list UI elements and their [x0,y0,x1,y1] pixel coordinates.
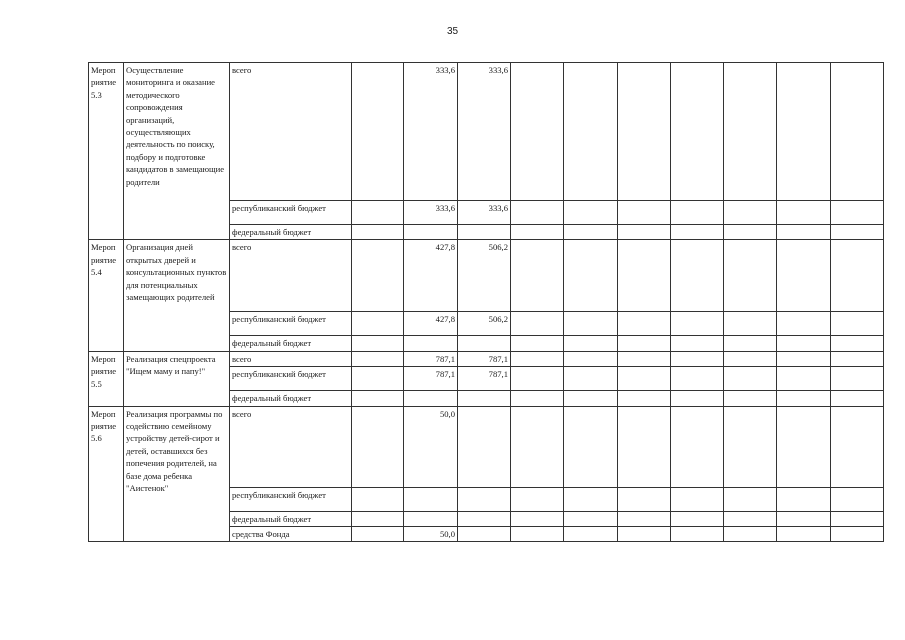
value-cell-v1 [352,406,404,487]
empty-cell [511,391,564,406]
empty-cell [777,527,831,542]
value-cell-v2: 427,8 [404,240,458,312]
empty-cell [564,527,618,542]
value-cell-v2 [404,487,458,511]
page-number: 35 [446,26,459,37]
empty-cell [671,391,724,406]
empty-cell [618,511,671,526]
empty-cell [724,336,777,351]
empty-cell [671,312,724,336]
empty-cell [831,63,884,201]
empty-cell [671,225,724,240]
empty-cell [511,240,564,312]
empty-cell [831,406,884,487]
empty-cell [671,527,724,542]
value-cell-v1 [352,527,404,542]
value-cell-v1 [352,240,404,312]
empty-cell [671,336,724,351]
empty-cell [671,240,724,312]
funding-source: федеральный бюджет [230,336,352,351]
empty-cell [724,240,777,312]
value-cell-v2 [404,511,458,526]
empty-cell [831,391,884,406]
measure-name: Организация дней открытых дверей и консультационных пунктов для потенциальных замещающих родителей [124,240,230,351]
empty-cell [777,240,831,312]
empty-cell [831,240,884,312]
value-cell-v2: 50,0 [404,406,458,487]
empty-cell [831,487,884,511]
empty-cell [671,406,724,487]
funding-source: федеральный бюджет [230,225,352,240]
value-cell-v1 [352,336,404,351]
empty-cell [724,527,777,542]
value-cell-v3: 506,2 [458,312,511,336]
measure-label: Мероп риятие 5.6 [89,406,124,542]
measure-name: Реализация программы по содействию семейному устройству детей-сирот и детей, оставшихся без попечения родителей, на базе дома ребенка "Аистенок" [124,406,230,542]
empty-cell [777,487,831,511]
measure-name: Реализация спецпроекта "Ищем маму и папу!" [124,351,230,406]
measure-label: Мероп риятие 5.5 [89,351,124,406]
empty-cell [511,201,564,225]
empty-cell [831,312,884,336]
value-cell-v1 [352,511,404,526]
value-cell-v2: 333,6 [404,63,458,201]
empty-cell [777,336,831,351]
empty-cell [777,351,831,366]
empty-cell [564,406,618,487]
value-cell-v1 [352,63,404,201]
empty-cell [511,487,564,511]
empty-cell [564,367,618,391]
empty-cell [511,225,564,240]
empty-cell [831,201,884,225]
value-cell-v2 [404,336,458,351]
empty-cell [671,201,724,225]
funding-source: всего [230,406,352,487]
empty-cell [671,351,724,366]
value-cell-v2: 50,0 [404,527,458,542]
funding-source: федеральный бюджет [230,511,352,526]
value-cell-v1 [352,201,404,225]
empty-cell [618,201,671,225]
empty-cell [724,511,777,526]
value-cell-v2: 787,1 [404,351,458,366]
empty-cell [777,406,831,487]
value-cell-v2 [404,391,458,406]
empty-cell [724,351,777,366]
empty-cell [724,63,777,201]
funding-source: республиканский бюджет [230,367,352,391]
empty-cell [831,336,884,351]
empty-cell [671,487,724,511]
value-cell-v1 [352,391,404,406]
empty-cell [777,225,831,240]
empty-cell [564,63,618,201]
empty-cell [831,351,884,366]
empty-cell [777,63,831,201]
measure-label: Мероп риятие 5.4 [89,240,124,351]
empty-cell [831,527,884,542]
empty-cell [618,391,671,406]
value-cell-v3 [458,487,511,511]
empty-cell [564,391,618,406]
measure-label: Мероп риятие 5.3 [89,63,124,240]
measure-name: Осуществление мониторинга и оказание методического сопровождения организаций, осуществляющих деятельность по поиску, подбору и подготовке кандидатов в замещающие родители [124,63,230,240]
empty-cell [724,406,777,487]
value-cell-v3: 333,6 [458,201,511,225]
funding-source: республиканский бюджет [230,487,352,511]
empty-cell [724,201,777,225]
empty-cell [777,312,831,336]
empty-cell [831,367,884,391]
empty-cell [511,336,564,351]
empty-cell [511,406,564,487]
value-cell-v3 [458,406,511,487]
empty-cell [777,391,831,406]
empty-cell [618,225,671,240]
value-cell-v1 [352,487,404,511]
empty-cell [564,240,618,312]
empty-cell [564,351,618,366]
funding-source: республиканский бюджет [230,201,352,225]
value-cell-v2: 787,1 [404,367,458,391]
empty-cell [724,367,777,391]
value-cell-v3 [458,511,511,526]
empty-cell [777,511,831,526]
empty-cell [618,312,671,336]
empty-cell [564,511,618,526]
empty-cell [511,367,564,391]
empty-cell [618,351,671,366]
funding-source: всего [230,240,352,312]
funding-source: всего [230,63,352,201]
empty-cell [724,391,777,406]
empty-cell [618,487,671,511]
empty-cell [831,225,884,240]
funding-source: федеральный бюджет [230,391,352,406]
empty-cell [618,367,671,391]
empty-cell [564,201,618,225]
empty-cell [671,367,724,391]
table-row [89,240,884,312]
empty-cell [618,240,671,312]
table-row [89,406,884,487]
value-cell-v3: 787,1 [458,351,511,366]
empty-cell [618,336,671,351]
value-cell-v3: 787,1 [458,367,511,391]
value-cell-v2: 333,6 [404,201,458,225]
value-cell-v3: 506,2 [458,240,511,312]
empty-cell [671,511,724,526]
empty-cell [564,336,618,351]
empty-cell [724,312,777,336]
value-cell-v2 [404,225,458,240]
empty-cell [511,63,564,201]
funding-source: средства Фонда [230,527,352,542]
value-cell-v3 [458,336,511,351]
empty-cell [564,312,618,336]
empty-cell [511,511,564,526]
empty-cell [564,487,618,511]
value-cell-v3 [458,527,511,542]
value-cell-v1 [352,367,404,391]
funding-source: всего [230,351,352,366]
funding-source: республиканский бюджет [230,312,352,336]
empty-cell [511,312,564,336]
value-cell-v3: 333,6 [458,63,511,201]
value-cell-v1 [352,351,404,366]
empty-cell [724,225,777,240]
empty-cell [671,63,724,201]
empty-cell [618,63,671,201]
table-row [89,351,884,366]
value-cell-v1 [352,225,404,240]
value-cell-v3 [458,391,511,406]
empty-cell [618,406,671,487]
value-cell-v3 [458,225,511,240]
empty-cell [511,527,564,542]
empty-cell [564,225,618,240]
empty-cell [777,367,831,391]
value-cell-v2: 427,8 [404,312,458,336]
table-row [89,63,884,201]
empty-cell [831,511,884,526]
empty-cell [724,487,777,511]
empty-cell [511,351,564,366]
empty-cell [618,527,671,542]
value-cell-v1 [352,312,404,336]
empty-cell [777,201,831,225]
budget-table [88,62,884,542]
